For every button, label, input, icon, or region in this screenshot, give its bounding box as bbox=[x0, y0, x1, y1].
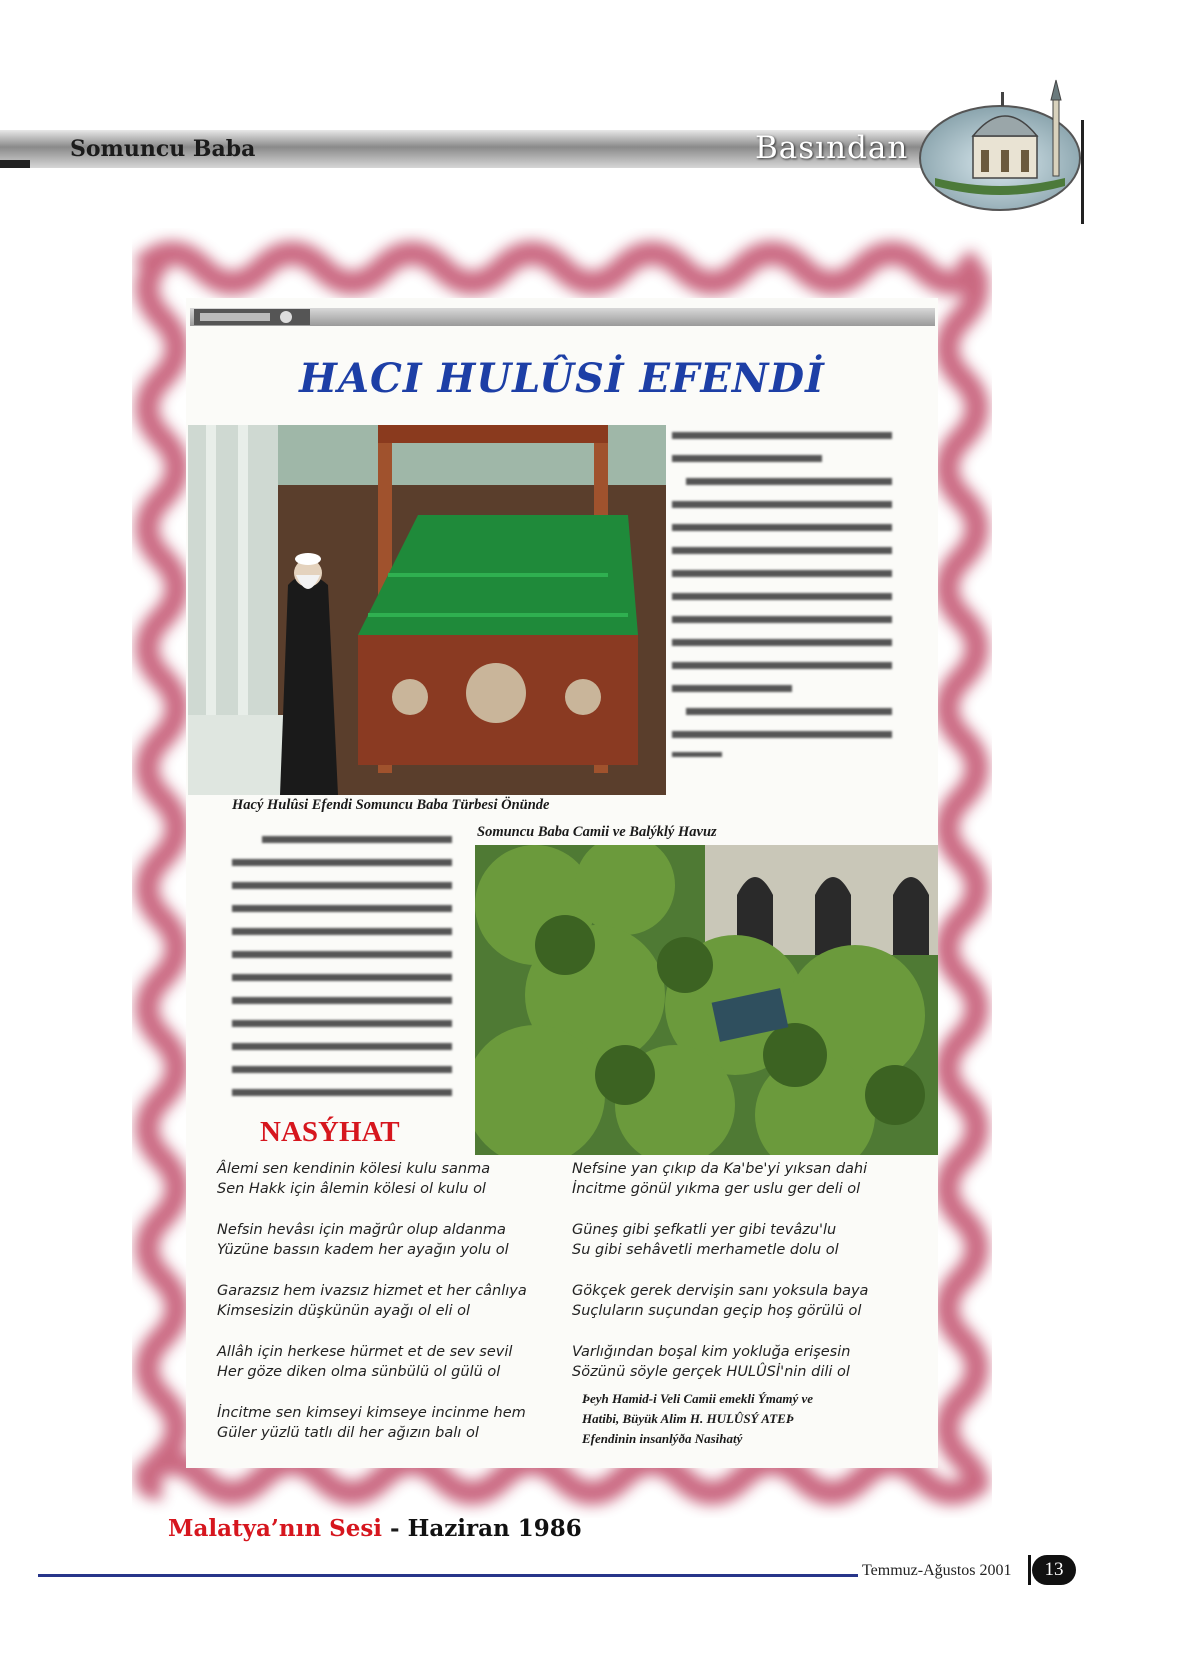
article-column-right bbox=[672, 428, 900, 767]
poem-line: Su gibi sehâvetli merhametle dolu ol bbox=[572, 1242, 839, 1258]
poem-line: Sen Hakk için âlemin kölesi ol kulu ol bbox=[217, 1181, 486, 1197]
poem-right-column bbox=[572, 1159, 868, 1403]
article-column-left bbox=[232, 832, 460, 1111]
poem-line: Kimsesizin düşkünün ayağı ol eli ol bbox=[217, 1303, 471, 1319]
header-tab-marker bbox=[0, 160, 30, 168]
section-title: Somuncu Baba bbox=[70, 136, 256, 162]
source-separator: - bbox=[382, 1515, 408, 1542]
newspaper-logo bbox=[194, 309, 310, 325]
poem-line: Her göze diken olma sünbülü ol gülü ol bbox=[217, 1364, 501, 1380]
tomb-photo-caption: Hacý Hulûsi Efendi Somuncu Baba Türbesi Önünde bbox=[232, 797, 550, 813]
poem-line: Nefsin hevâsı için mağrûr olup aldanma bbox=[217, 1222, 506, 1238]
poem-stanza bbox=[217, 1281, 527, 1321]
source-date: Haziran 1986 bbox=[407, 1515, 582, 1542]
poem-stanza bbox=[217, 1159, 527, 1199]
page-number-tick bbox=[1028, 1555, 1031, 1585]
mosque-emblem-icon bbox=[915, 66, 1085, 216]
clipping-source bbox=[168, 1515, 582, 1542]
attribution-line: Þeyh Hamid-i Veli Camii emekli Ýmamý ve bbox=[582, 1391, 814, 1406]
poem-line: İncitme gönül yıkma ger uslu ger deli ol bbox=[572, 1181, 861, 1197]
section-subtitle: Basından bbox=[755, 130, 909, 166]
poem-stanza bbox=[572, 1220, 868, 1260]
poem-line: Allâh için herkese hürmet et de sev sevil bbox=[217, 1344, 513, 1360]
poem-line: Güler yüzlü tatlı dil her ağızın balı ol bbox=[217, 1425, 479, 1441]
poem-stanza bbox=[217, 1403, 527, 1443]
footer-rule bbox=[38, 1574, 858, 1577]
poem-attribution bbox=[582, 1389, 892, 1449]
mosque-pool-photo bbox=[475, 845, 938, 1155]
poem-title: NASÝHAT bbox=[260, 1116, 400, 1148]
poem-line: İncitme sen kimseyi kimseye incinme hem bbox=[217, 1405, 526, 1421]
attribution-line: Efendinin insanlýða Nasihatý bbox=[582, 1431, 743, 1446]
poem-line: Varlığından boşal kim yokluğa erişesin bbox=[572, 1344, 851, 1360]
poem-line: Garazsız hem ivazsız hizmet et her cânlıya bbox=[217, 1283, 527, 1299]
poem-line: Sözünü söyle gerçek HULÛSİ'nin dili ol bbox=[572, 1364, 850, 1380]
poem-line: Suçluların suçundan geçip hoş görülü ol bbox=[572, 1303, 862, 1319]
poem-stanza bbox=[572, 1159, 868, 1199]
poem-stanza bbox=[217, 1342, 527, 1382]
mosque-photo-caption: Somuncu Baba Camii ve Balýklý Havuz bbox=[477, 824, 717, 840]
source-newspaper: Malatya’nın Sesi bbox=[168, 1515, 383, 1542]
article-title: HACI HULÛSİ EFENDİ bbox=[299, 355, 825, 402]
poem-line: Nefsine yan çıkıp da Ka'be'yi yıksan dahi bbox=[572, 1161, 868, 1177]
poem-stanza bbox=[572, 1342, 868, 1382]
poem-stanza bbox=[572, 1281, 868, 1321]
issue-label: Temmuz-Ağustos 2001 bbox=[862, 1562, 1012, 1579]
poem-left-column bbox=[217, 1159, 527, 1464]
poem-line: Gökçek gerek dervişin sanı yoksula baya bbox=[572, 1283, 869, 1299]
poem-stanza bbox=[217, 1220, 527, 1260]
poem-line: Güneş gibi şefkatli yer gibi tevâzu'lu bbox=[572, 1222, 837, 1238]
poem-line: Yüzüne bassın kadem her ayağın yolu ol bbox=[217, 1242, 509, 1258]
page-number: 13 bbox=[1032, 1555, 1076, 1585]
tomb-photo bbox=[188, 425, 666, 795]
attribution-line: Hatibi, Büyük Alim H. HULÛSÝ ATEÞ bbox=[582, 1411, 794, 1426]
poem-line: Âlemi sen kendinin kölesi kulu sanma bbox=[217, 1161, 491, 1177]
